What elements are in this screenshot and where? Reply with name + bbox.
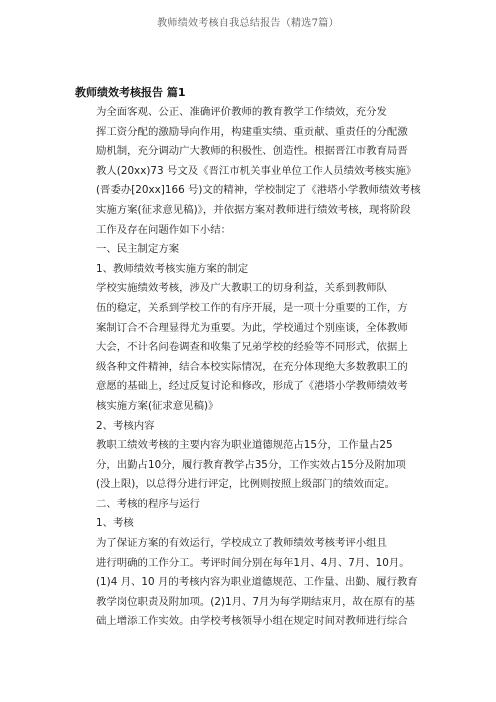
text-line: 案制订合不合理显得尤为重要。为此，学校通过个别座谈，全体教师	[96, 321, 408, 334]
text-line: 大会，不计名问卷调查和收集了兄弟学校的经验等不同形式，依据上	[96, 341, 408, 354]
text-line: 1、教师绩效考核实施方案的制定	[96, 262, 249, 275]
paragraph	[75, 495, 421, 515]
paragraph	[75, 279, 421, 416]
paragraph-list	[75, 103, 421, 632]
text-line: 教人(20xx)73 号文及《晋江市机关事业单位工作人员绩效考核实施》	[96, 164, 417, 177]
paragraph	[75, 103, 421, 240]
paragraph	[75, 260, 421, 280]
text-line: 伍的稳定，关系到学校工作的有序开展，是一项十分重要的工作，方	[96, 301, 408, 314]
text-line: 级各种文件精神，结合本校实际情况，在充分体现绝大多数教职工的	[96, 360, 408, 373]
text-line: 励机制，充分调动广大教师的积极性、创造性。根据晋江市教育局晋	[96, 145, 408, 158]
text-line: 2、考核内容	[96, 419, 155, 432]
text-line: 进行明确的工作分工。考评时间分别在每年1月、4月、7月、10月。	[96, 556, 410, 569]
text-line: 工作及存在问题作如下小结：	[96, 223, 232, 236]
text-line: 实施方案(征求意见稿)》，并依据方案对教师进行绩效考核，现将阶段	[96, 203, 411, 216]
paragraph	[75, 417, 421, 437]
text-line: 教职工绩效考核的主要内容为职业道德规范占15分，工作量占25	[96, 439, 393, 452]
section-heading: 教师绩效考核报告 篇1	[75, 86, 186, 99]
text-line: 核实施方案(征求意见稿)》	[96, 399, 219, 412]
paragraph	[75, 534, 421, 632]
text-line: 一、民主制定方案	[96, 243, 180, 256]
text-line: 教学岗位职责及附加项。(2)1月、7月为每学期结束月，故在原有的基	[96, 595, 415, 608]
text-line: 意愿的基础上，经过反复讨论和修改，形成了《港塔小学教师绩效考	[96, 380, 408, 393]
document-body	[75, 82, 421, 632]
text-line: 1、考核	[96, 517, 134, 530]
text-line: (没上限)，以总得分进行评定，比例则按照上级部门的绩效而定。	[96, 478, 396, 491]
paragraph	[75, 514, 421, 534]
text-line: 础上增添工作实效。由学校考核领导小组在规定时间对教师进行综合	[96, 615, 408, 628]
text-line: (晋委办[20xx]166 号)文的精神，学校制定了《港塔小学教师绩效考核	[96, 184, 421, 197]
text-line: 分，出勤占10分，履行教育教学占35分，工作实效占15分及附加项	[96, 458, 406, 471]
text-line: 为了保证方案的有效运行，学校成立了教师绩效考核考评小组且	[96, 537, 387, 550]
text-line: 学校实施绩效考核，涉及广大教职工的切身利益，关系到教师队	[96, 282, 387, 295]
text-line: 二、考核的程序与运行	[96, 497, 200, 510]
paragraph	[75, 240, 421, 260]
document-title: 教师绩效考核自我总结报告（精选7篇）	[157, 18, 339, 29]
text-line: (1)4 月、10 月的考核内容为职业道德规范、工作量、出勤、履行教育	[96, 576, 418, 589]
text-line: 为全面客观、公正、准确评价教师的教育教学工作绩效，充分发	[96, 106, 387, 118]
text-line: 挥工资分配的激励导向作用，构建重实绩、重贡献、重责任的分配激	[96, 125, 408, 138]
paragraph	[75, 436, 421, 495]
